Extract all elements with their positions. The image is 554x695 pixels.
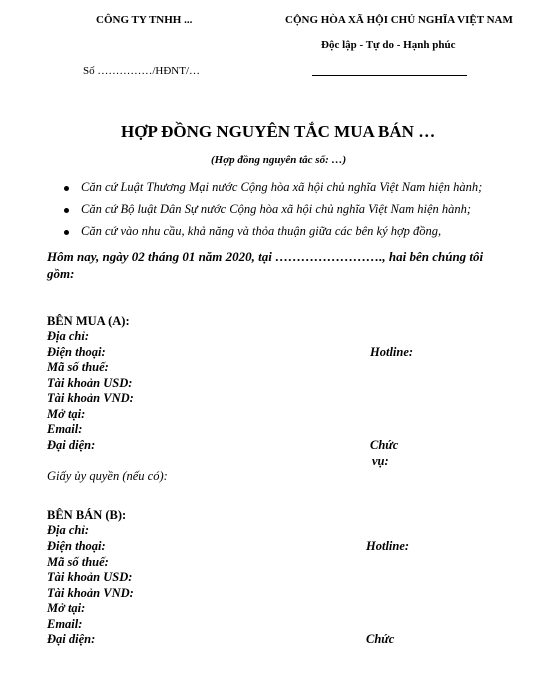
- buyer-address-label: Địa chỉ:: [47, 329, 90, 343]
- buyer-bank-label: Mở tại:: [47, 407, 86, 421]
- seller-address-label: Địa chỉ:: [47, 523, 90, 537]
- buyer-tax-label: Mã số thuế:: [47, 360, 109, 374]
- nation-name: CỘNG HÒA XÃ HỘI CHỦ NGHĨA VIỆT NAM: [285, 14, 513, 26]
- intro-line-1: Hôm nay, ngày 02 tháng 01 năm 2020, tại ……………………., hai bên chúng tôi: [47, 249, 484, 264]
- seller-heading: BÊN BÁN (B):: [47, 508, 127, 522]
- basis-item: Căn cứ vào nhu cầu, khả năng và thỏa thuận giữa các bên ký hợp đồng,: [81, 224, 442, 238]
- bullet-1: [64, 186, 69, 191]
- buyer-hotline-label: Hotline:: [370, 345, 414, 359]
- seller-email-label: Email:: [47, 617, 83, 631]
- intro-line-2: gồm:: [47, 266, 75, 281]
- buyer-representative-label: Đại diện:: [47, 438, 96, 452]
- contract-number: Số ……………/HĐNT/…: [83, 65, 201, 77]
- seller-bank-label: Mở tại:: [47, 601, 86, 615]
- seller-usd-account-label: Tài khoản USD:: [47, 570, 133, 584]
- basis-item: Căn cứ Bộ luật Dân Sự nước Cộng hòa xã hội chủ nghĩa Việt Nam hiện hành;: [81, 202, 472, 216]
- seller-representative-label: Đại diện:: [47, 632, 96, 646]
- buyer-position-label: Chức: [370, 438, 399, 452]
- seller-position-label: Chức: [366, 632, 395, 646]
- seller-vnd-account-label: Tài khoản VND:: [47, 586, 134, 600]
- bullet-2: [64, 208, 69, 213]
- motto-underline: [312, 75, 467, 76]
- national-motto: Độc lập - Tự do - Hạnh phúc: [321, 39, 456, 51]
- document-subtitle: (Hợp đồng nguyên tắc số: …): [211, 154, 347, 166]
- company-name: CÔNG TY TNHH ...: [96, 14, 193, 26]
- basis-item: Căn cứ Luật Thương Mại nước Cộng hòa xã hội chủ nghĩa Việt Nam hiện hành;: [81, 180, 483, 194]
- buyer-phone-label: Điện thoại:: [47, 345, 106, 359]
- seller-phone-label: Điện thoại:: [47, 539, 106, 553]
- buyer-heading: BÊN MUA (A):: [47, 314, 130, 328]
- document-title: HỢP ĐỒNG NGUYÊN TẮC MUA BÁN …: [121, 122, 436, 141]
- buyer-usd-account-label: Tài khoản USD:: [47, 376, 133, 390]
- seller-hotline-label: Hotline:: [366, 539, 410, 553]
- buyer-authorization-label: Giấy ủy quyền (nếu có):: [47, 469, 168, 483]
- buyer-email-label: Email:: [47, 422, 83, 436]
- buyer-vnd-account-label: Tài khoản VND:: [47, 391, 134, 405]
- buyer-position-label-cont: vụ:: [372, 454, 389, 468]
- bullet-3: [64, 230, 69, 235]
- seller-tax-label: Mã số thuế:: [47, 555, 109, 569]
